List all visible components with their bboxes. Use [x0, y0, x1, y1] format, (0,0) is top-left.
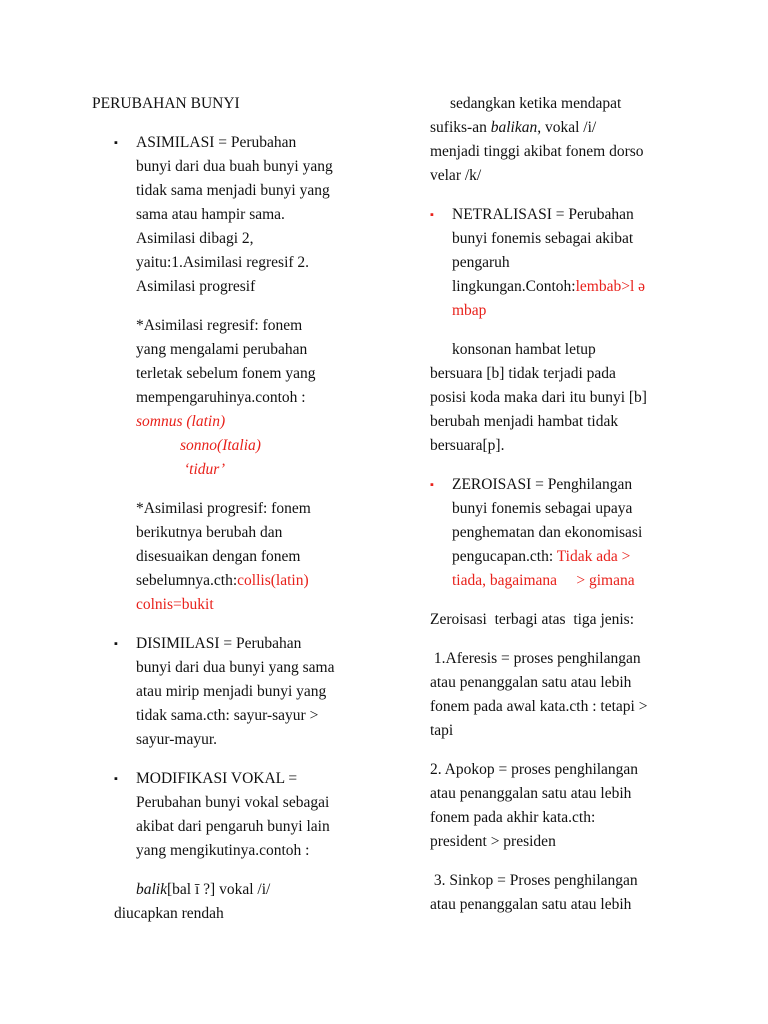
konsonan-line: posisi koda maka dari itu bunyi [b] [430, 389, 647, 406]
zeroisasi-line: penghematan dan ekonomisasi [452, 524, 643, 541]
aferesis-line: atau penanggalan satu atau lebih [430, 674, 632, 691]
section-aferesis [430, 647, 692, 743]
asimilasi-line: yaitu:1.Asimilasi regresif 2. [136, 254, 310, 271]
regresif-line: *Asimilasi regresif: fonem [136, 317, 303, 334]
section-progresif [92, 497, 372, 617]
netralisasi-text: lingkungan.Contoh: [452, 278, 576, 295]
apokop-line: fonem pada akhir kata.cth: [430, 809, 596, 826]
apokop-line: president > presiden [430, 833, 556, 850]
example-sonno: sonno(Italia) [180, 437, 261, 454]
bullet-icon: ▪ [430, 209, 434, 221]
asimilasi-line: Asimilasi progresif [136, 278, 256, 295]
apokop-line: 2. Apokop = proses penghilangan [430, 761, 639, 778]
asimilasi-line: tidak sama menjadi bunyi yang [136, 182, 330, 199]
asimilasi-line: bunyi dari dua buah bunyi yang [136, 158, 333, 175]
section-netralisasi [430, 203, 692, 323]
disimilasi-line: atau mirip menjadi bunyi yang [136, 683, 327, 700]
balik-rest: [bal ī ?] vokal /i/ [167, 881, 271, 898]
sinkop-line: 3. Sinkop = Proses penghilangan [430, 872, 638, 889]
example-somnus: somnus (latin) [136, 413, 226, 430]
disimilasi-line: bunyi dari dua bunyi yang sama [136, 659, 335, 676]
example-tidak-ada: Tidak ada > [556, 548, 631, 565]
continuation-line: velar /k/ [430, 167, 482, 184]
regresif-line: mempengaruhinya.contoh : [136, 389, 306, 406]
section-apokop [430, 758, 692, 854]
right-column [430, 92, 692, 917]
continuation-text: sufiks-an [430, 119, 491, 136]
page-title: PERUBAHAN BUNYI [92, 95, 240, 112]
asimilasi-line: Asimilasi dibagi 2, [136, 230, 254, 247]
modifikasi-line: akibat dari pengaruh bunyi lain [136, 818, 330, 835]
bullet-icon: ▪ [114, 773, 118, 785]
aferesis-line: 1.Aferesis = proses penghilangan [430, 650, 641, 667]
example-collis: collis(latin) [237, 572, 309, 589]
balikan-word: balikan [490, 119, 538, 136]
netralisasi-line: pengaruh [452, 254, 510, 271]
sinkop-line: atau penanggalan satu atau lebih [430, 896, 632, 913]
bullet-icon: ▪ [114, 137, 118, 149]
zeroisasi-line [452, 545, 692, 569]
konsonan-line: bersuara[p]. [430, 437, 505, 454]
section-zeroisasi [430, 473, 692, 593]
progresif-text: sebelumnya.cth: [136, 572, 238, 589]
modifikasi-line: Perubahan bunyi vokal sebagai [136, 794, 330, 811]
netralisasi-line: NETRALISASI = Perubahan [452, 206, 634, 223]
continuation-line: sedangkan ketika mendapat [450, 95, 622, 112]
example-gimana: tiada, bagaimana > gimana [452, 572, 635, 589]
example-mbap: mbap [452, 302, 487, 319]
bullet-icon: ▪ [430, 479, 434, 491]
asimilasi-line: sama atau hampir sama. [136, 206, 285, 223]
netralisasi-line [452, 275, 692, 299]
section-regresif [92, 314, 372, 482]
continuation-text: , vokal /i/ [537, 119, 597, 136]
progresif-line: berikutnya berubah dan [136, 524, 283, 541]
example-tidur: ‘tidur’ [184, 461, 226, 478]
section-asimilasi [92, 131, 372, 299]
continuation-line: menjadi tinggi akibat fonem dorso [430, 143, 644, 160]
zeroisasi-text: pengucapan.cth: [452, 548, 557, 565]
aferesis-line: tapi [430, 722, 454, 739]
disimilasi-line: sayur-mayur. [136, 731, 218, 748]
zeroisasi-types-heading: Zeroisasi terbagi atas tiga jenis: [430, 611, 635, 628]
modifikasi-line: MODIFIKASI VOKAL = [136, 770, 298, 787]
asimilasi-line: ASIMILASI = Perubahan [136, 134, 297, 151]
apokop-line: atau penanggalan satu atau lebih [430, 785, 632, 802]
regresif-line: yang mengalami perubahan [136, 341, 308, 358]
section-continuation [430, 92, 692, 188]
section-modifikasi-vokal [92, 767, 372, 863]
disimilasi-line: tidak sama.cth: sayur-sayur > [136, 707, 319, 724]
disimilasi-line: DISIMILASI = Perubahan [136, 635, 302, 652]
zeroisasi-line: ZEROISASI = Penghilangan [452, 476, 633, 493]
progresif-line: *Asimilasi progresif: fonem [136, 500, 311, 517]
netralisasi-line: bunyi fonemis sebagai akibat [452, 230, 634, 247]
regresif-line: terletak sebelum fonem yang [136, 365, 316, 382]
section-disimilasi [92, 632, 372, 752]
modifikasi-line: yang mengikutinya.contoh : [136, 842, 310, 859]
progresif-line [136, 569, 372, 593]
continuation-line [430, 116, 692, 140]
left-column [92, 92, 372, 926]
zeroisasi-line: bunyi fonemis sebagai upaya [452, 500, 633, 517]
example-lembab: lembab>l ə [575, 278, 646, 295]
balik-line-2: diucapkan rendah [114, 905, 224, 922]
section-sinkop [430, 869, 692, 917]
progresif-line: disesuaikan dengan fonem [136, 548, 301, 565]
balik-word: balik [136, 881, 167, 898]
konsonan-line: konsonan hambat letup [452, 341, 596, 358]
section-balik [92, 878, 372, 926]
bullet-icon: ▪ [114, 638, 118, 650]
konsonan-line: bersuara [b] tidak terjadi pada [430, 365, 616, 382]
example-colnis: colnis=bukit [136, 596, 214, 613]
balik-line [92, 878, 372, 902]
aferesis-line: fonem pada awal kata.cth : tetapi > [430, 698, 648, 715]
section-konsonan [430, 338, 692, 458]
konsonan-line: berubah menjadi hambat tidak [430, 413, 619, 430]
